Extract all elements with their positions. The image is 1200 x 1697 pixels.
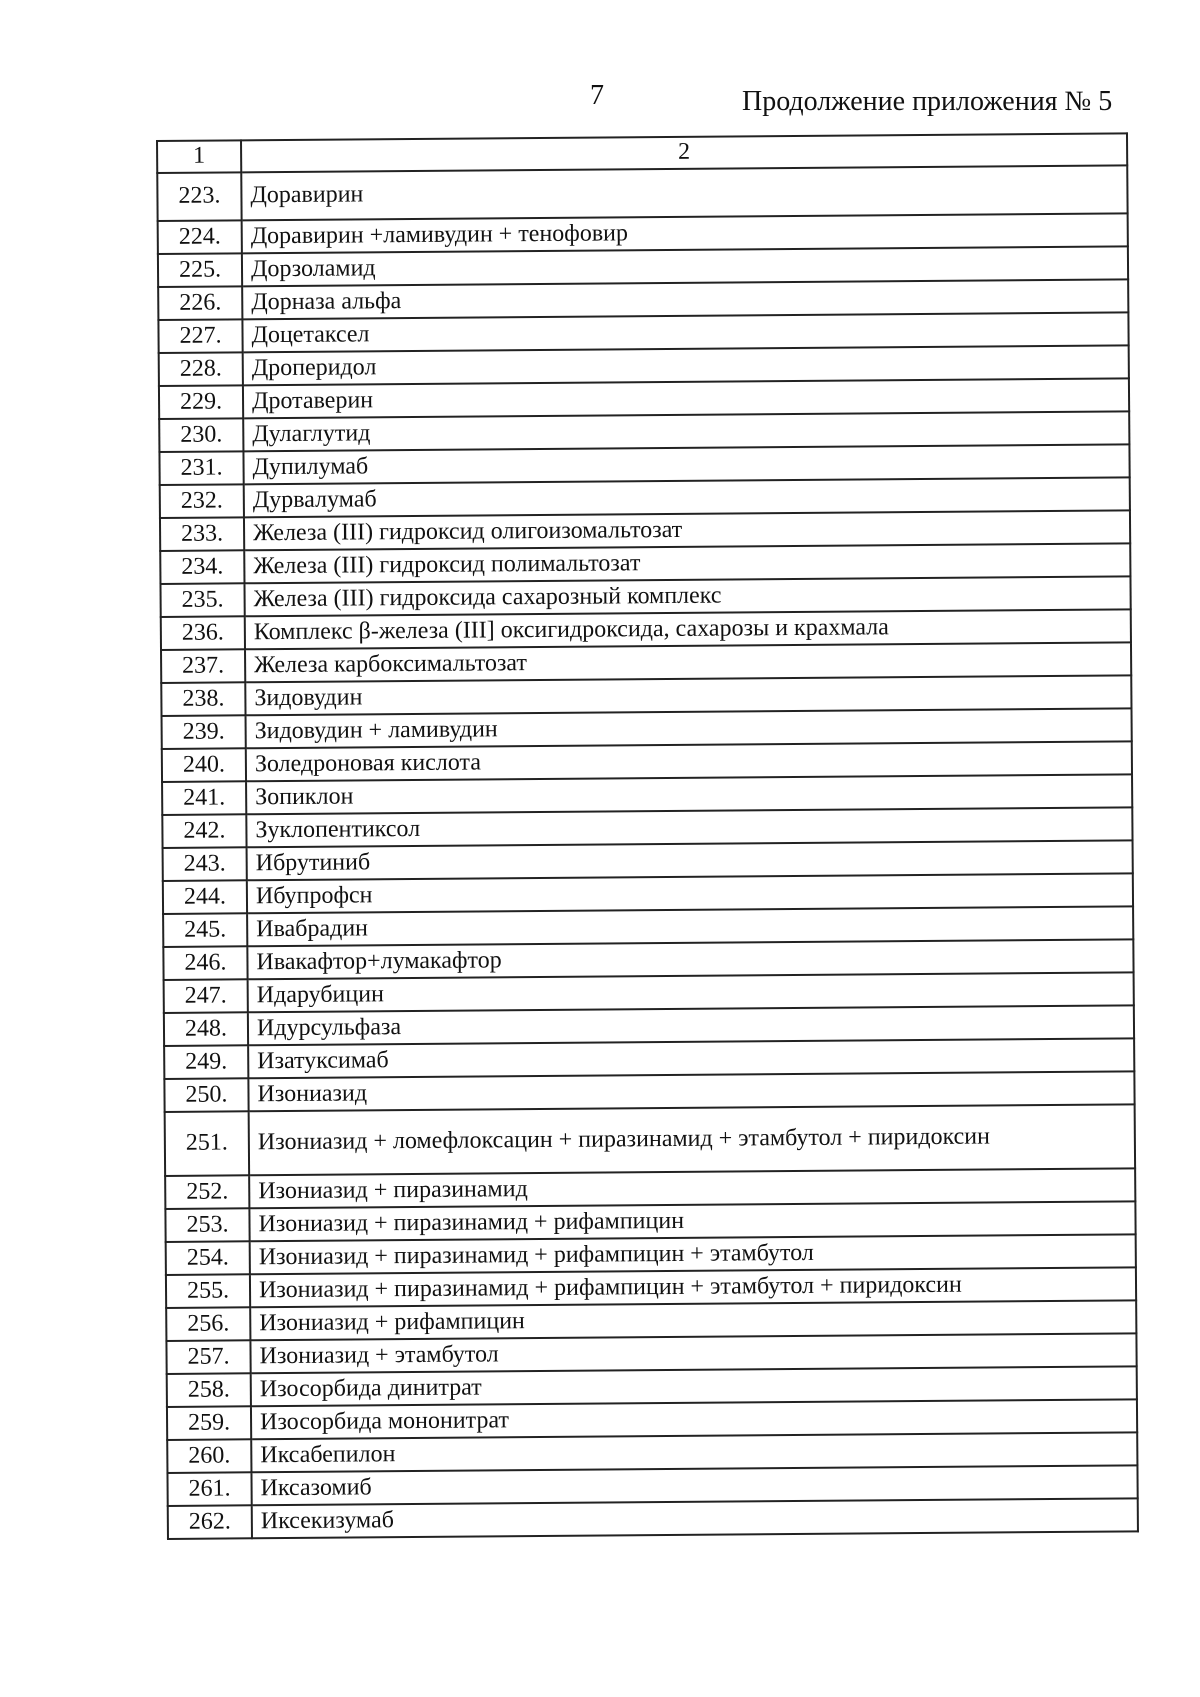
medication-name: Зуклопентиксол: [246, 807, 1132, 847]
medication-name: Зопиклон: [246, 774, 1132, 814]
medication-name: Изониазид + пиразинамид: [249, 1168, 1135, 1208]
medication-name: Изониазид + рифампицин: [250, 1300, 1136, 1340]
row-number: 223.: [157, 172, 241, 221]
medication-name: Изониазид + этамбутол: [250, 1333, 1136, 1373]
medication-name: Идурсульфаза: [248, 1005, 1134, 1045]
row-number: 237.: [161, 649, 245, 683]
row-number: 247.: [164, 979, 248, 1013]
row-number: 248.: [164, 1012, 248, 1046]
medication-name: Изосорбида динитрат: [251, 1366, 1137, 1406]
medication-name: Зидовудин + ламивудин: [246, 708, 1132, 748]
row-number: 261.: [167, 1472, 251, 1506]
medication-name: Изониазид + пиразинамид + рифампицин + этамбутол: [250, 1234, 1136, 1274]
medication-name: Дротаверин: [243, 378, 1129, 418]
row-number: 253.: [165, 1208, 249, 1242]
row-number: 224.: [158, 220, 242, 254]
row-number: 249.: [164, 1045, 248, 1079]
column-header-name: 2: [241, 133, 1127, 172]
table-row: [165, 1104, 1135, 1176]
row-number: 227.: [158, 319, 242, 353]
row-number: 240.: [162, 748, 246, 782]
medication-name: Железа карбоксимальтозат: [245, 642, 1131, 682]
medication-name: Зидовудин: [245, 675, 1131, 715]
medication-name: Железа (III) гидроксида сахарозный комплекс: [244, 576, 1130, 616]
medication-name: Изониазид + пиразинамид + рифампицин: [249, 1201, 1135, 1241]
row-number: 233.: [160, 517, 244, 551]
medication-name: Доравирин +ламивудин + тенофовир: [242, 213, 1128, 253]
table-row: [168, 1498, 1138, 1539]
row-number: 262.: [168, 1505, 252, 1539]
row-number: 245.: [163, 913, 247, 947]
row-number: 228.: [159, 352, 243, 386]
medication-name: Изониазид + ломефлоксацин + пиразинамид + этамбутол + пиридоксин: [249, 1104, 1135, 1175]
row-number: 232.: [160, 484, 244, 518]
column-header-number: 1: [157, 140, 241, 173]
medication-table: [156, 132, 1139, 1540]
medication-name: Железа (III) гидроксид полимальтозат: [244, 543, 1130, 583]
row-number: 234.: [160, 550, 244, 584]
medication-name: Изониазид: [248, 1071, 1134, 1111]
medication-name: Изониазид + пиразинамид + рифампицин + этамбутол + пиридоксин: [250, 1267, 1136, 1307]
medication-name: Железа (III) гидроксид олигоизомальтозат: [244, 510, 1130, 550]
row-number: 246.: [163, 946, 247, 980]
row-number: 244.: [163, 880, 247, 914]
medication-name: Доравирин: [241, 165, 1127, 220]
medication-name: Дорназа альфа: [242, 279, 1128, 319]
row-number: 230.: [159, 418, 243, 452]
medication-name: Ибрутиниб: [247, 840, 1133, 880]
medication-name: Изосорбида мононитрат: [251, 1399, 1137, 1439]
medication-name: Комплекс β-железа (III] оксигидроксида, сахарозы и крахмала: [245, 609, 1131, 649]
medication-name: Иксабепилон: [251, 1432, 1137, 1472]
row-number: 251.: [165, 1111, 250, 1176]
row-number: 231.: [159, 451, 243, 485]
row-number: 258.: [167, 1373, 251, 1407]
medication-name: Золедроновая кислота: [246, 741, 1132, 781]
continuation-title: Продолжение приложения № 5: [742, 86, 1113, 117]
row-number: 260.: [167, 1439, 251, 1473]
row-number: 252.: [165, 1175, 249, 1209]
medication-name: Доцетаксел: [242, 312, 1128, 352]
row-number: 241.: [162, 781, 246, 815]
medication-name: Ивабрадин: [247, 906, 1133, 946]
medication-name: Дулаглутид: [243, 411, 1129, 451]
medication-name: Изатуксимаб: [248, 1038, 1134, 1078]
medication-name: Дурвалумаб: [244, 477, 1130, 517]
row-number: 236.: [161, 616, 245, 650]
medication-name: Ивакафтор+лумакафтор: [247, 939, 1133, 979]
medication-name: Дроперидол: [243, 345, 1129, 385]
row-number: 250.: [164, 1078, 248, 1112]
medication-name: Дорзоламид: [242, 246, 1128, 286]
row-number: 256.: [166, 1307, 250, 1341]
row-number: 238.: [161, 682, 245, 716]
medication-name: Идарубицин: [248, 972, 1134, 1012]
row-number: 225.: [158, 253, 242, 287]
row-number: 257.: [166, 1340, 250, 1374]
row-number: 226.: [158, 286, 242, 320]
table-row: [157, 165, 1127, 221]
row-number: 255.: [166, 1274, 250, 1308]
page-number: 7: [590, 80, 604, 111]
row-number: 259.: [167, 1406, 251, 1440]
row-number: 242.: [162, 814, 246, 848]
row-number: 243.: [163, 847, 247, 881]
row-number: 239.: [162, 715, 246, 749]
row-number: 229.: [159, 385, 243, 419]
row-number: 254.: [166, 1241, 250, 1275]
medication-name: Иксекизумаб: [252, 1498, 1138, 1538]
row-number: 235.: [160, 583, 244, 617]
medication-name: Дупилумаб: [243, 444, 1129, 484]
medication-name: Ибупрофсн: [247, 873, 1133, 913]
medication-name: Иксазомиб: [251, 1465, 1137, 1505]
table-body: [157, 165, 1138, 1539]
